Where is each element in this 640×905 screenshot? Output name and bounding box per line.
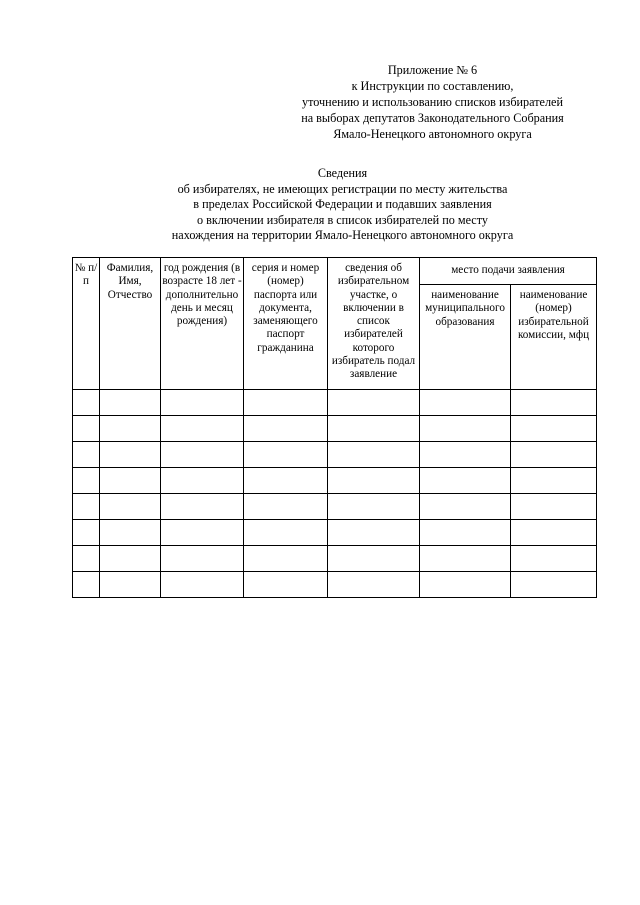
table-cell bbox=[244, 416, 328, 442]
table-cell bbox=[420, 494, 511, 520]
appendix-header bbox=[280, 62, 585, 142]
appendix-line: уточнению и использованию списков избирателей bbox=[302, 95, 563, 109]
table-cell bbox=[328, 468, 420, 494]
table-cell bbox=[161, 520, 244, 546]
table-row bbox=[73, 442, 597, 468]
table-cell bbox=[100, 520, 161, 546]
header-commission: наименование (номер) избирательной комиссии, мфц bbox=[511, 285, 597, 390]
table-cell bbox=[161, 390, 244, 416]
table-cell bbox=[511, 520, 597, 546]
table-cell bbox=[100, 494, 161, 520]
table-cell bbox=[420, 520, 511, 546]
header-birth-year: год рождения (в возрасте 18 лет - дополнительно день и месяц рождения) bbox=[161, 258, 244, 390]
table-cell bbox=[328, 442, 420, 468]
appendix-line: к Инструкции по составлению, bbox=[351, 79, 514, 93]
table-row bbox=[73, 546, 597, 572]
header-municipality: наименование муниципального образования bbox=[420, 285, 511, 390]
table-row bbox=[73, 468, 597, 494]
table-cell bbox=[511, 494, 597, 520]
table-cell bbox=[328, 546, 420, 572]
table-cell bbox=[244, 520, 328, 546]
table-cell bbox=[100, 442, 161, 468]
voters-table bbox=[72, 257, 597, 598]
table-cell bbox=[161, 416, 244, 442]
table-row bbox=[73, 572, 597, 598]
title-line: об избирателях, не имеющих регистрации по месту жительства bbox=[177, 181, 508, 196]
header-full-name: Фамилия, Имя, Отчество bbox=[100, 258, 161, 390]
table-cell bbox=[420, 442, 511, 468]
table-cell bbox=[73, 442, 100, 468]
table-cell bbox=[73, 520, 100, 546]
table-cell bbox=[511, 390, 597, 416]
table-cell bbox=[511, 546, 597, 572]
table-cell bbox=[420, 416, 511, 442]
title-line: Сведения bbox=[317, 166, 368, 180]
title-line: о включении избирателя в список избирателей по месту bbox=[197, 212, 488, 227]
table-cell bbox=[73, 416, 100, 442]
table-row bbox=[73, 520, 597, 546]
table-cell bbox=[73, 468, 100, 494]
header-application-place: место подачи заявления bbox=[420, 258, 597, 285]
table-cell bbox=[328, 390, 420, 416]
table-row bbox=[73, 390, 597, 416]
appendix-line: Ямало-Ненецкого автономного округа bbox=[333, 127, 532, 141]
table-row bbox=[73, 494, 597, 520]
table-cell bbox=[244, 546, 328, 572]
table-cell bbox=[328, 416, 420, 442]
table-cell bbox=[420, 468, 511, 494]
table-cell bbox=[244, 390, 328, 416]
header-number: № п/п bbox=[73, 258, 100, 390]
table-cell bbox=[511, 416, 597, 442]
table-cell bbox=[161, 468, 244, 494]
table-cell bbox=[161, 572, 244, 598]
table-cell bbox=[244, 442, 328, 468]
table-cell bbox=[161, 546, 244, 572]
table-cell bbox=[511, 468, 597, 494]
table-cell bbox=[73, 390, 100, 416]
table-cell bbox=[420, 390, 511, 416]
table-cell bbox=[100, 390, 161, 416]
table-cell bbox=[511, 442, 597, 468]
table-cell bbox=[328, 520, 420, 546]
header-passport: серия и номер (номер) паспорта или документа, заменяющего паспорт гражданина bbox=[244, 258, 328, 390]
table-cell bbox=[100, 416, 161, 442]
table-cell bbox=[420, 572, 511, 598]
table-cell bbox=[328, 572, 420, 598]
table-body bbox=[73, 390, 597, 598]
appendix-line: Приложение № 6 bbox=[387, 63, 478, 77]
table-cell bbox=[511, 572, 597, 598]
table-cell bbox=[244, 494, 328, 520]
table-cell bbox=[100, 468, 161, 494]
table-row bbox=[73, 416, 597, 442]
table-cell bbox=[100, 572, 161, 598]
table-cell bbox=[100, 546, 161, 572]
table-cell bbox=[328, 494, 420, 520]
header-precinct: сведения об избирательном участке, о включении в список избирателей которого избиратель подал заявление bbox=[328, 258, 420, 390]
table-cell bbox=[73, 572, 100, 598]
title-line: нахождения на территории Ямало-Ненецкого автономного округа bbox=[171, 228, 514, 243]
title-line: в пределах Российской Федерации и подавших заявления bbox=[193, 197, 492, 212]
table-cell bbox=[73, 494, 100, 520]
document-title bbox=[110, 166, 575, 244]
appendix-line: на выборах депутатов Законодательного Собрания bbox=[301, 111, 564, 125]
table-cell bbox=[161, 442, 244, 468]
table-cell bbox=[420, 546, 511, 572]
table-cell bbox=[244, 572, 328, 598]
table-cell bbox=[244, 468, 328, 494]
table-cell bbox=[73, 546, 100, 572]
table-cell bbox=[161, 494, 244, 520]
